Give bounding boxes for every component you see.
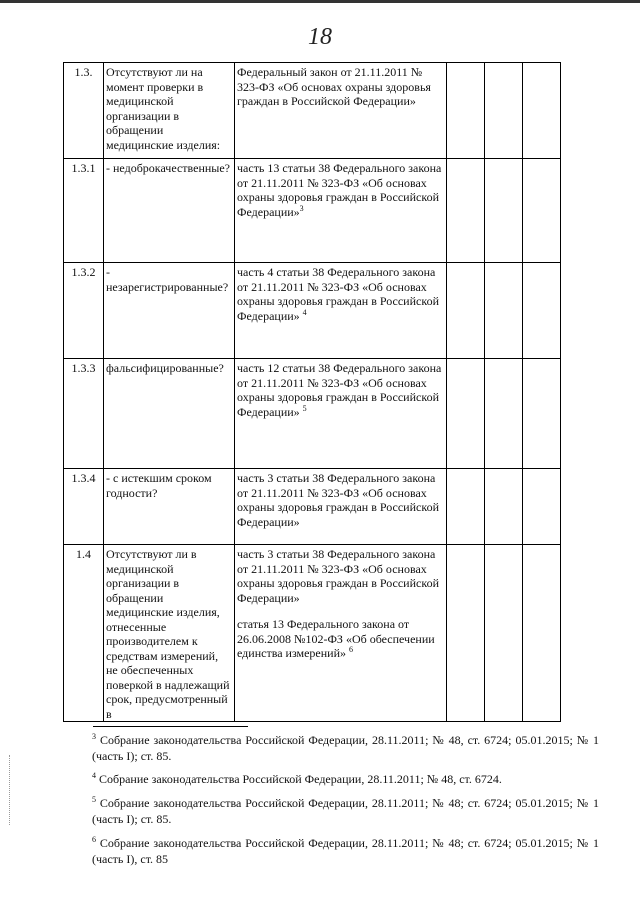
footnote-ref: 3 [299,203,304,213]
answer-cell-no [485,359,523,469]
footnote [92,771,599,787]
row-legal-basis [235,545,447,722]
checklist-table [63,62,561,722]
answer-cell-yes [447,263,485,359]
scan-margin-marks [9,755,11,825]
footnote-mark: 4 [92,771,96,780]
table-row [64,159,561,263]
footnote-ref: 5 [302,403,307,413]
scan-top-border [0,0,640,3]
footnote-ref: 6 [349,645,354,654]
answer-cell-na [523,359,561,469]
footnote-text: Собрание законодательства Российской Федерации, 28.11.2011; № 48; ст. 6724; 05.01.2015; № 1 (часть I); ст. 85. [92,796,599,826]
row-number: 1.3.4 [64,469,104,545]
footnote [92,795,599,827]
table-row [64,359,561,469]
legal-basis-text: часть 4 статьи 38 Федерального закона от 21.11.2011 № 323-ФЗ «Об основах охраны здоровья граждан в Российской Федерации» [237,265,439,323]
footnote-ref: 4 [302,307,307,317]
legal-basis-text-2: статья 13 Федерального закона от 26.06.2008 №102-ФЗ «Об обеспечении единства измерений» [237,617,435,660]
row-number: 1.3. [64,63,104,159]
footnote-mark: 5 [92,795,96,804]
footnote-text: Собрание законодательства Российской Федерации, 28.11.2011; № 48, ст. 6724. [99,772,502,786]
legal-basis-text: часть 13 статьи 38 Федерального закона от 21.11.2011 № 323-ФЗ «Об основах охраны здоровья граждан в Российской Федерации» [237,161,442,219]
footnote-separator [93,726,248,727]
answer-cell-yes [447,159,485,263]
table-row [64,469,561,545]
answer-cell-yes [447,359,485,469]
row-question: Отсутствуют ли в медицинской организации в обращении медицинские изделия, отнесенные производителем к средствам измерений, не обеспеченных поверкой в надлежащий срок, предусмотренный в [104,545,235,722]
footnote [92,732,599,764]
row-question: - незарегистрированные? [104,263,235,359]
row-legal-basis: часть 3 статьи 38 Федерального закона от 21.11.2011 № 323-ФЗ «Об основах охраны здоровья граждан в Российской Федерации» [235,469,447,545]
row-question: - с истекшим сроком годности? [104,469,235,545]
footnote [92,835,599,867]
row-number: 1.3.2 [64,263,104,359]
answer-cell-yes [447,545,485,722]
answer-cell-yes [447,63,485,159]
row-legal-basis: Федеральный закон от 21.11.2011 № 323-ФЗ «Об основах охраны здоровья граждан в Российской Федерации» [235,63,447,159]
answer-cell-no [485,159,523,263]
row-number: 1.4 [64,545,104,722]
table-row [64,63,561,159]
row-number: 1.3.3 [64,359,104,469]
answer-cell-na [523,469,561,545]
footnote-mark: 6 [92,835,96,844]
legal-basis-text: часть 3 статьи 38 Федерального закона от 21.11.2011 № 323-ФЗ «Об основах охраны здоровья граждан в Российской Федерации» [237,547,439,605]
answer-cell-na [523,545,561,722]
answer-cell-no [485,545,523,722]
footnote-text: Собрание законодательства Российской Федерации, 28.11.2011; № 48; ст. 6724; 05.01.2015; № 1 (часть I), ст. 85 [92,836,599,866]
table-row [64,545,561,722]
answer-cell-na [523,263,561,359]
answer-cell-yes [447,469,485,545]
footnote-mark: 3 [92,732,96,741]
answer-cell-no [485,263,523,359]
page-number: 18 [308,24,332,50]
row-number: 1.3.1 [64,159,104,263]
row-question: Отсутствуют ли на момент проверки в медицинской организации в обращении медицинские изделия: [104,63,235,159]
row-legal-basis [235,263,447,359]
legal-basis-text: часть 12 статьи 38 Федерального закона от 21.11.2011 № 323-ФЗ «Об основах охраны здоровья граждан в Российской Федерации» [237,361,442,419]
row-question: - недоброкачественные? [104,159,235,263]
footnote-text: Собрание законодательства Российской Федерации, 28.11.2011; № 48, ст. 6724; 05.01.2015; № 1 (часть I); ст. 85. [92,733,600,763]
row-legal-basis [235,159,447,263]
row-legal-basis [235,359,447,469]
answer-cell-na [523,63,561,159]
answer-cell-na [523,159,561,263]
answer-cell-no [485,63,523,159]
answer-cell-no [485,469,523,545]
table-row [64,263,561,359]
row-question: фальсифицированные? [104,359,235,469]
